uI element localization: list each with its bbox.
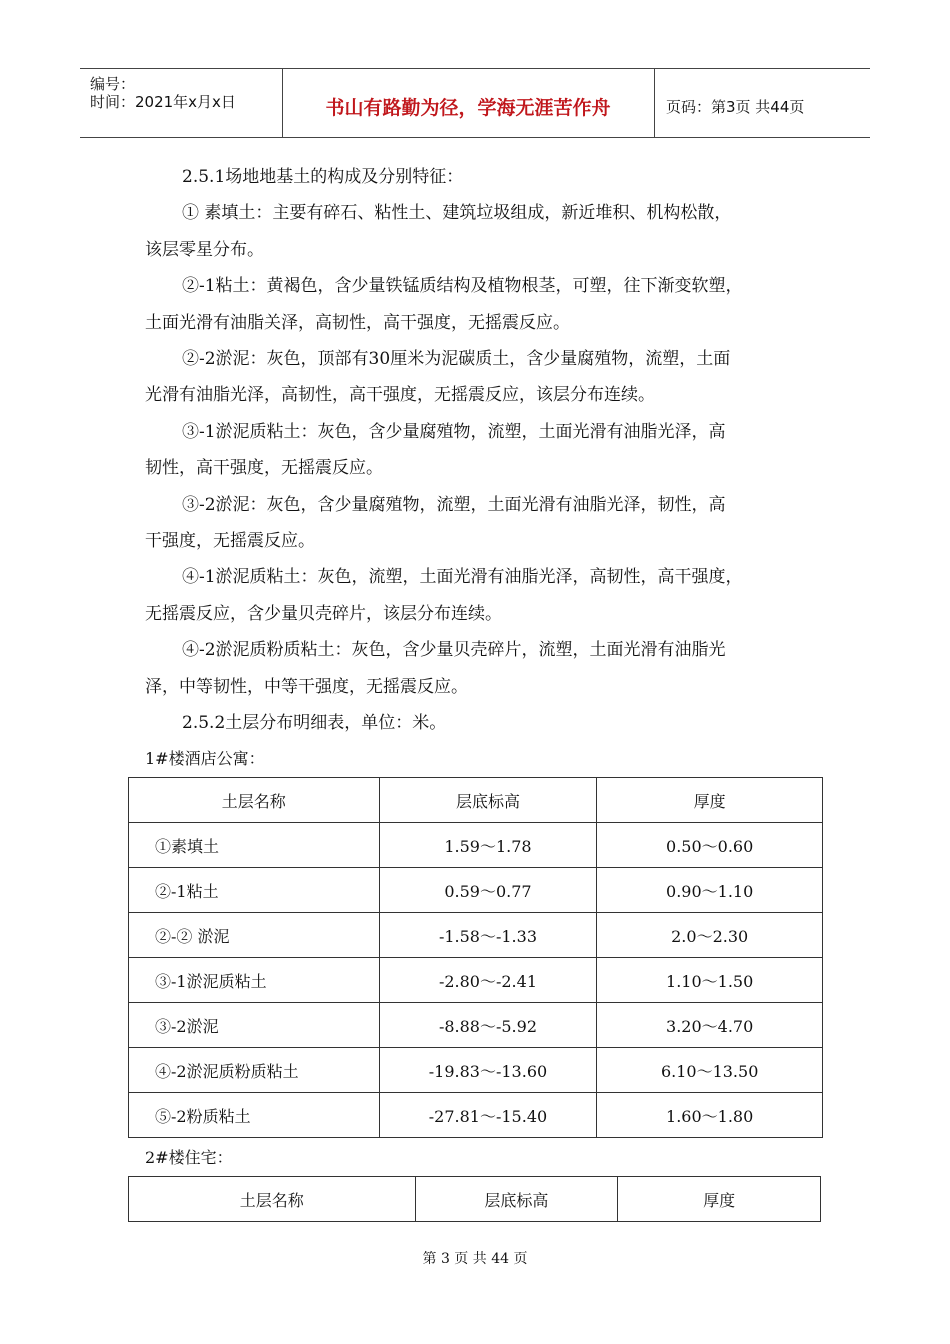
section-heading: 2.5.1场地地基土的构成及分别特征： [182, 167, 464, 187]
soil-table-2 [128, 1176, 821, 1222]
header-meta [80, 69, 283, 137]
page-header [80, 68, 870, 138]
paragraph-line: 干强度，无摇震反应。 [145, 531, 315, 551]
column-header: 土层名称 [129, 778, 380, 823]
header-motto-cell [282, 69, 655, 137]
paragraph-line: 泽，中等韧性，中等干强度，无摇震反应。 [145, 677, 468, 697]
page-footer: 第 3 页 共 44 页 [422, 1251, 528, 1267]
table1-label: 1#楼酒店公寓： [145, 749, 265, 768]
paragraph-line: 该层零星分布。 [145, 240, 264, 260]
paragraph-line: ③-1淤泥质粘土：灰色，含少量腐殖物，流塑，土面光滑有油脂光泽，高 [182, 422, 726, 442]
column-header: 厚度 [618, 1177, 821, 1222]
table-row [129, 1003, 823, 1048]
table-row [129, 913, 823, 958]
layer-name: ②-② 淤泥 [129, 913, 380, 958]
paragraph-line: ②-2淤泥：灰色，顶部有30厘米为泥碳质土，含少量腐殖物，流塑，土面 [182, 349, 731, 369]
soil-table-1 [128, 777, 823, 1138]
table-header-row [129, 1177, 821, 1222]
table2-label: 2#楼住宅： [145, 1148, 233, 1167]
layer-thickness: 0.50～0.60 [597, 823, 823, 868]
layer-name: ②-1粘土 [129, 868, 380, 913]
header-motto: 书山有路勤为径，学海无涯苦作舟 [325, 97, 611, 119]
layer-bottom-elevation: 0.59～0.77 [379, 868, 597, 913]
paragraph-line: 韧性，高干强度，无摇震反应。 [145, 458, 383, 478]
layer-thickness: 3.20～4.70 [597, 1003, 823, 1048]
layer-thickness: 0.90～1.10 [597, 868, 823, 913]
table-header-row [129, 778, 823, 823]
layer-thickness: 1.60～1.80 [597, 1093, 823, 1138]
layer-name: ①素填土 [129, 823, 380, 868]
layer-thickness: 2.0～2.30 [597, 913, 823, 958]
layer-name: ④-2淤泥质粉质粘土 [129, 1048, 380, 1093]
column-header: 层底标高 [415, 1177, 618, 1222]
paragraph-line: ④-1淤泥质粘土：灰色，流塑，土面光滑有油脂光泽，高韧性，高干强度， [182, 567, 743, 587]
column-header: 层底标高 [379, 778, 597, 823]
header-page-info: 页码：第3页 共44页 [666, 98, 805, 116]
paragraph-line: 无摇震反应，含少量贝壳碎片，该层分布连续。 [145, 604, 502, 624]
layer-bottom-elevation: -1.58～-1.33 [379, 913, 597, 958]
header-page-cell [654, 69, 870, 137]
paragraph-line: ④-2淤泥质粉质粘土：灰色，含少量贝壳碎片，流塑，土面光滑有油脂光 [182, 640, 726, 660]
table-row [129, 1048, 823, 1093]
column-header: 土层名称 [129, 1177, 416, 1222]
table-row [129, 823, 823, 868]
header-number: 编号： [90, 75, 136, 93]
layer-bottom-elevation: -27.81～-15.40 [379, 1093, 597, 1138]
paragraph-line: 土面光滑有油脂关泽，高韧性，高干强度，无摇震反应。 [145, 313, 570, 333]
layer-name: ③-2淤泥 [129, 1003, 380, 1048]
layer-bottom-elevation: -8.88～-5.92 [379, 1003, 597, 1048]
layer-name: ⑤-2粉质粘土 [129, 1093, 380, 1138]
column-header: 厚度 [597, 778, 823, 823]
paragraph-line: ① 素填土：主要有碎石、粘性土、建筑垃圾组成，新近堆积、机构松散， [182, 203, 732, 223]
paragraph-line: ②-1粘土：黄褐色，含少量铁锰质结构及植物根茎，可塑，往下渐变软塑， [182, 276, 743, 296]
layer-thickness: 6.10～13.50 [597, 1048, 823, 1093]
layer-name: ③-1淤泥质粘土 [129, 958, 380, 1003]
paragraph-line: ③-2淤泥：灰色，含少量腐殖物，流塑，土面光滑有油脂光泽，韧性，高 [182, 495, 726, 515]
layer-bottom-elevation: -2.80～-2.41 [379, 958, 597, 1003]
paragraph-line: 光滑有油脂光泽，高韧性，高干强度，无摇震反应，该层分布连续。 [145, 385, 655, 405]
header-date: 时间：2021年x月x日 [90, 93, 236, 111]
layer-bottom-elevation: 1.59～1.78 [379, 823, 597, 868]
table-row [129, 958, 823, 1003]
section-heading: 2.5.2土层分布明细表，单位：米。 [182, 713, 447, 733]
layer-bottom-elevation: -19.83～-13.60 [379, 1048, 597, 1093]
layer-thickness: 1.10～1.50 [597, 958, 823, 1003]
table-row [129, 868, 823, 913]
table-row [129, 1093, 823, 1138]
